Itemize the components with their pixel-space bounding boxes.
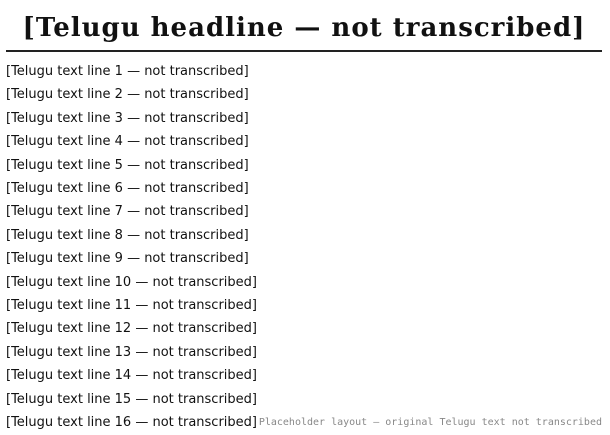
headline: [Telugu headline — not transcribed] <box>22 13 586 43</box>
article-line: [Telugu text line 16 — not transcribed] <box>6 415 257 431</box>
article-line: [Telugu text line 13 — not transcribed] <box>6 344 257 360</box>
article-line: [Telugu text line 4 — not transcribed] <box>6 134 249 150</box>
article-line: [Telugu text line 6 — not transcribed] <box>6 181 249 197</box>
article-line: [Telugu text line 3 — not transcribed] <box>6 110 249 126</box>
article-line: [Telugu text line 5 — not transcribed] <box>6 157 249 173</box>
article-line: [Telugu text line 11 — not transcribed] <box>6 298 257 314</box>
article-line: [Telugu text line 12 — not transcribed] <box>6 321 257 337</box>
article-line: [Telugu text line 1 — not transcribed] <box>6 64 249 79</box>
article-line: [Telugu text line 10 — not transcribed] <box>6 274 257 290</box>
article-line: [Telugu text line 2 — not transcribed] <box>6 87 249 103</box>
article-line: [Telugu text line 8 — not transcribed] <box>6 227 249 243</box>
placeholder-notice: Placeholder layout — original Telugu text not transcribed <box>258 417 602 428</box>
article-line: [Telugu text line 7 — not transcribed] <box>6 204 249 220</box>
article-body <box>6 60 602 435</box>
headline-box <box>6 6 602 52</box>
article-line: [Telugu text line 15 — not transcribed] <box>6 391 257 407</box>
article-line: [Telugu text line 14 — not transcribed] <box>6 368 257 384</box>
article-line: [Telugu text line 9 — not transcribed] <box>6 251 249 267</box>
